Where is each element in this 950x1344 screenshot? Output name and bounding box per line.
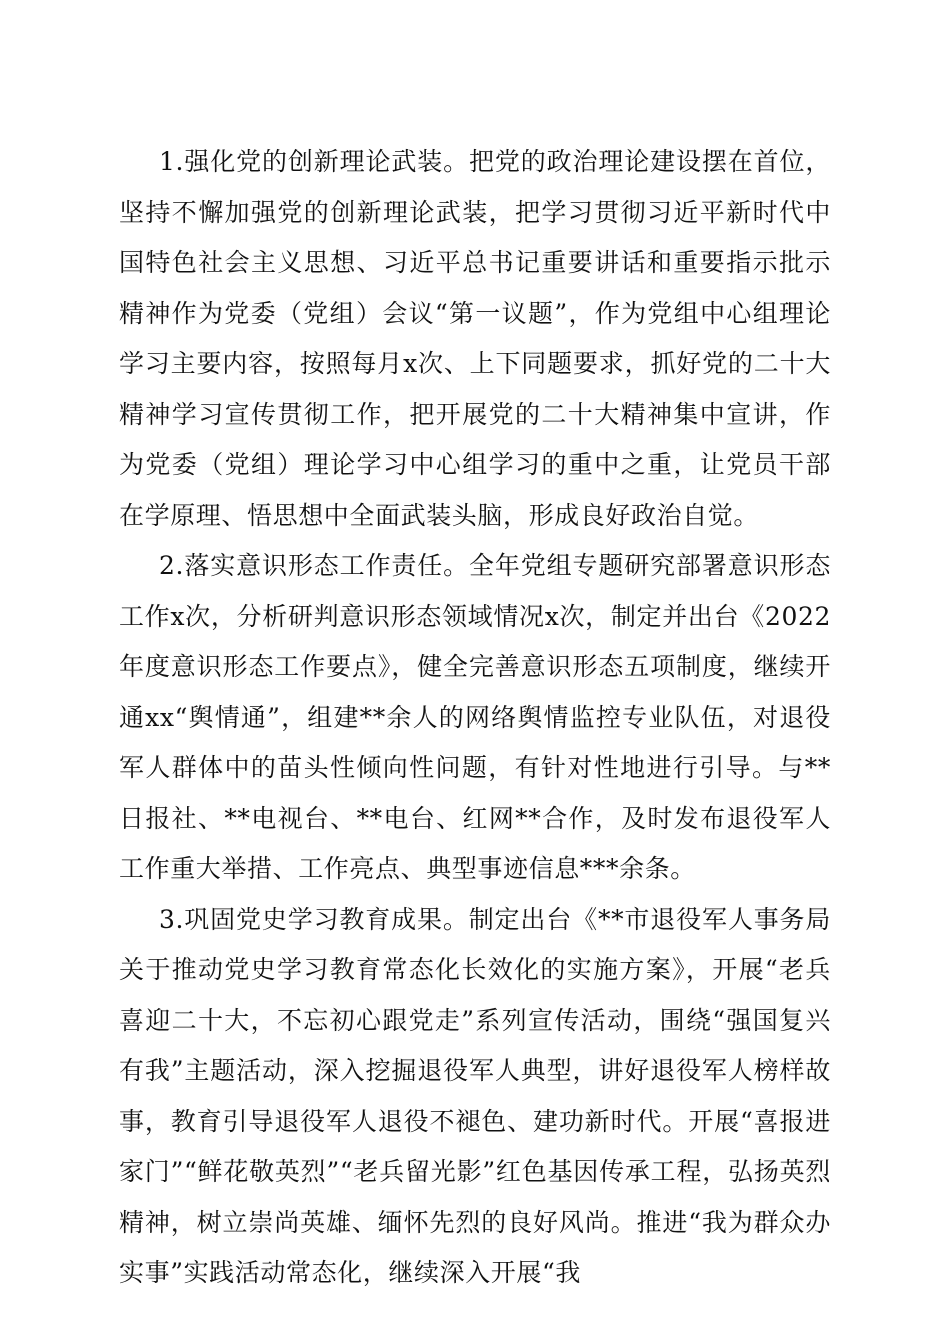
paragraph-ideology-responsibility: 2.落实意识形态工作责任。全年党组专题研究部署意识形态工作x次，分析研判意识形态领域情况x次，制定并出台《2022年度意识形态工作要点》，健全完善意识形态五项制度，继续开通xx“舆情通”，组建**余人的网络舆情监控专业队伍，对退役军人群体中的苗头性倾向性问题，有针对性地进行引导。与**日报社、**电视台、**电台、红网**合作，及时发布退役军人工作重大举措、工作亮点、典型事迹信息***余条。 [119,551,831,883]
paragraph-party-history-education: 3.巩固党史学习教育成果。制定出台《**市退役军人事务局关于推动党史学习教育常态化长效化的实施方案》，开展“老兵喜迎二十大，不忘初心跟党走”系列宣传活动，围绕“强国复兴有我”主题活动，深入挖掘退役军人典型，讲好退役军人榜样故事，教育引导退役军人退役不褪色、建功新时代。开展“喜报进家门”“鲜花敬英烈”“老兵留光影”红色基因传承工程，弘扬英烈精神，树立崇尚英雄、缅怀先烈的良好风尚。推进“我为群众办实事”实践活动常态化，继续深入开展“我 [119,904,831,1287]
document-body [119,137,831,1299]
paragraph-theory-arming: 1.强化党的创新理论武装。把党的政治理论建设摆在首位，坚持不懈加强党的创新理论武装，把学习贯彻习近平新时代中国特色社会主义思想、习近平总书记重要讲话和重要指示批示精神作为党委（党组）会议“第一议题”，作为党组中心组理论学习主要内容，按照每月x次、上下同题要求，抓好党的二十大精神学习宣传贯彻工作，把开展党的二十大精神集中宣讲，作为党委（党组）理论学习中心组学习的重中之重，让党员干部在学原理、悟思想中全面武装头脑，形成良好政治自觉。 [119,147,831,530]
